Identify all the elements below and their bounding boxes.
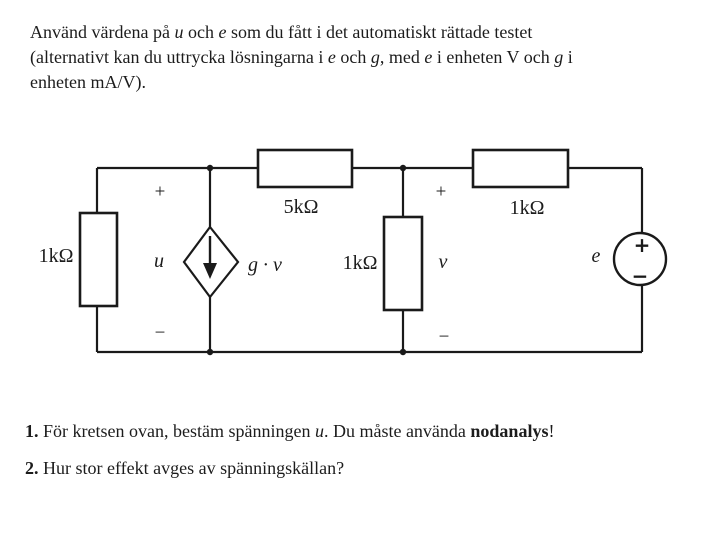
circuit-diagram [0, 130, 706, 370]
question-1: 1. För kretsen ovan, bestäm spänningen u. Du måste använda nodanalys! [25, 421, 555, 441]
u-minus-sign: − [154, 322, 166, 344]
voltage-source-minus-icon: − [631, 264, 649, 288]
v-voltage-label: v [438, 251, 448, 273]
intro-line-2: (alternativt kan du uttrycka lösningarna i e och g, med e i enheten V och g i [30, 47, 573, 67]
resistor-top-right-label: 1kΩ [509, 197, 545, 219]
intro-line-3: enheten mA/V). [30, 72, 146, 92]
junction-dot [207, 349, 213, 355]
resistor-left [80, 213, 117, 306]
u-voltage-label: u [154, 250, 164, 272]
v-minus-sign: − [438, 326, 450, 348]
resistor-top-left [258, 150, 352, 187]
intro-line-1: Använd värdena på u och e som du fått i det automatiskt rättade testet [30, 22, 533, 42]
u-plus-sign: + [154, 181, 166, 203]
resistor-left-label: 1kΩ [38, 245, 74, 267]
voltage-source-plus-icon: + [633, 233, 651, 257]
v-plus-sign: + [435, 181, 447, 203]
junction-dot [400, 349, 406, 355]
question-2: 2. Hur stor effekt avges av spänningskällan? [25, 458, 345, 478]
resistor-middle-label: 1kΩ [342, 252, 378, 274]
controlled-source-label: g · v [248, 254, 282, 276]
resistor-middle [384, 217, 422, 310]
junction-dot [400, 165, 406, 171]
resistor-top-right [473, 150, 568, 187]
junction-dot [207, 165, 213, 171]
e-source-label: e [591, 245, 601, 267]
resistor-top-left-label: 5kΩ [283, 196, 319, 218]
